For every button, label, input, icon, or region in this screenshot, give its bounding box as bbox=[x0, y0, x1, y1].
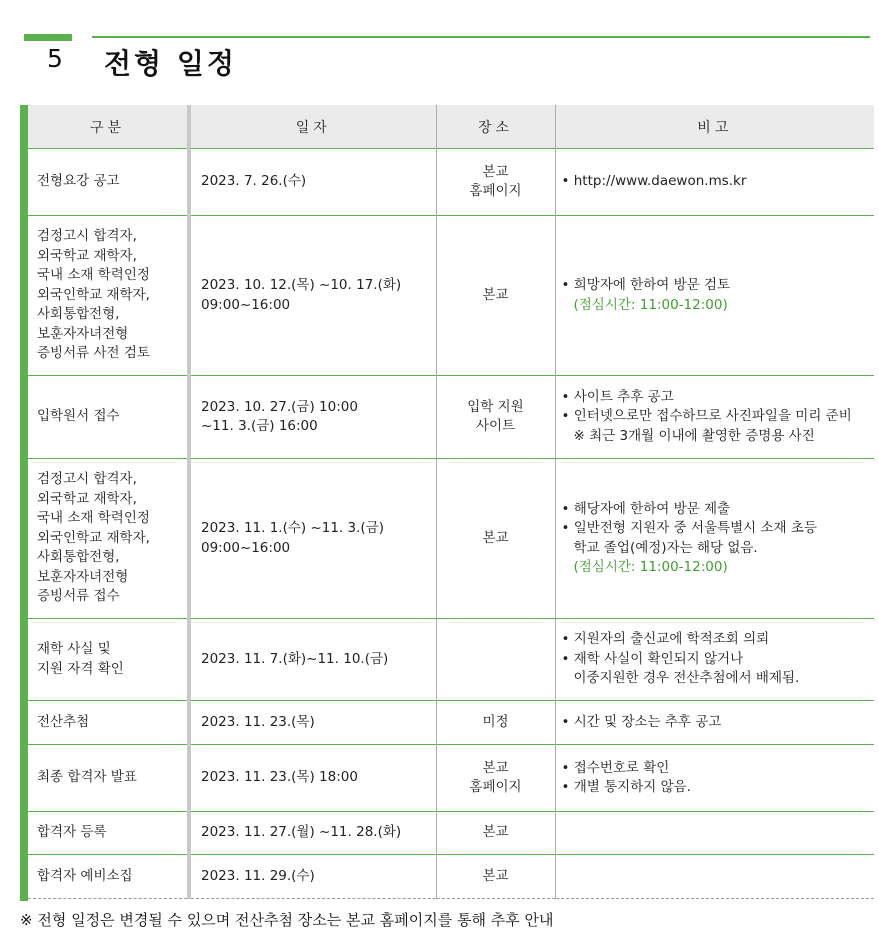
category-cell-line: 외국학교 재학자, bbox=[37, 247, 137, 264]
remark-line: (점심시간: 11:00-12:00) bbox=[573, 559, 728, 575]
category-cell bbox=[28, 701, 189, 745]
category-cell-line: 외국인학교 재학자, bbox=[37, 286, 150, 303]
remarks-cell bbox=[555, 701, 874, 745]
header-remarks: 비고 bbox=[555, 105, 874, 149]
remark-line: (점심시간: 11:00-12:00) bbox=[573, 296, 728, 313]
category-cell-line: 보훈자자녀전형 bbox=[37, 325, 129, 342]
category-cell bbox=[28, 855, 189, 899]
table-row bbox=[28, 855, 874, 899]
place-cell bbox=[436, 459, 555, 619]
place-cell bbox=[436, 216, 555, 376]
category-cell-line: 증빙서류 접수 bbox=[37, 588, 120, 605]
category-cell bbox=[28, 459, 189, 619]
date-cell-line: 2023. 10. 12.(목) ~10. 17.(화) bbox=[201, 277, 402, 293]
category-cell bbox=[28, 619, 189, 701]
table-row bbox=[28, 149, 874, 216]
remark-line: • 일반전형 지원자 중 서울특별시 소재 초등 bbox=[561, 520, 817, 536]
remark-line: • 인터넷으로만 접수하므로 사진파일을 미리 준비 bbox=[561, 408, 852, 425]
remark-line: • 해당자에 한하여 방문 제출 bbox=[561, 500, 731, 517]
category-cell-line: 합격자 등록 bbox=[37, 824, 107, 841]
place-cell bbox=[436, 855, 555, 899]
category-cell-line: 국내 소재 학력인정 bbox=[37, 267, 150, 284]
date-cell bbox=[189, 459, 436, 619]
date-cell bbox=[189, 701, 436, 745]
place-cell-line: 본교 bbox=[482, 759, 509, 776]
category-cell-line: 외국학교 재학자, bbox=[37, 490, 137, 507]
date-cell-line: 2023. 11. 23.(목) bbox=[201, 713, 315, 730]
place-cell-line: 본교 bbox=[482, 163, 509, 180]
category-cell-line: 검정고시 합격자, bbox=[37, 471, 137, 488]
date-cell-line: 09:00~16:00 bbox=[201, 296, 291, 313]
date-cell bbox=[189, 812, 436, 855]
date-cell-line: 2023. 11. 1.(수) ~11. 3.(금) bbox=[201, 520, 384, 536]
category-cell-line: 검정고시 합격자, bbox=[37, 228, 137, 245]
header-place: 장소 bbox=[436, 105, 555, 149]
category-cell bbox=[28, 216, 189, 376]
date-cell-line: 09:00~16:00 bbox=[201, 539, 291, 556]
place-cell-line: 본교 bbox=[482, 867, 509, 884]
date-cell bbox=[189, 745, 436, 812]
remark-line: 이중지원한 경우 전산추첨에서 배제됨. bbox=[573, 670, 800, 687]
remark-line: • 지원자의 출신교에 학적조회 의뢰 bbox=[561, 631, 770, 648]
table-row bbox=[28, 459, 874, 619]
schedule-table bbox=[28, 105, 874, 899]
place-cell bbox=[436, 376, 555, 459]
category-cell-line: 전형요강 공고 bbox=[37, 173, 120, 190]
remark-line: • 사이트 추후 공고 bbox=[561, 388, 674, 405]
place-cell-line: 미정 bbox=[482, 713, 509, 730]
category-cell-line: 보훈자자녀전형 bbox=[37, 568, 129, 585]
date-cell bbox=[189, 376, 436, 459]
category-cell-line: 사회통합전형, bbox=[37, 549, 120, 566]
remark-line: ※ 최근 3개월 이내에 촬영한 증명용 사진 bbox=[573, 427, 815, 444]
category-cell-line: 입학원서 접수 bbox=[37, 408, 120, 425]
remark-line: • 희망자에 한하여 방문 검토 bbox=[561, 277, 731, 293]
section-title: 전형 일정 bbox=[104, 47, 237, 80]
section-number: 5 bbox=[47, 44, 63, 73]
date-cell bbox=[189, 619, 436, 701]
category-cell bbox=[28, 376, 189, 459]
table-row bbox=[28, 812, 874, 855]
place-cell-line: 본교 bbox=[482, 286, 509, 303]
date-cell-line: 2023. 11. 7.(화)~11. 10.(금) bbox=[201, 650, 389, 667]
table-row bbox=[28, 745, 874, 812]
remark-line: • 접수번호로 확인 bbox=[561, 759, 670, 776]
remark-line: • 시간 및 장소는 추후 공고 bbox=[561, 713, 722, 730]
place-cell bbox=[436, 149, 555, 216]
remarks-cell bbox=[555, 216, 874, 376]
date-cell-line: 2023. 11. 27.(월) ~11. 28.(화) bbox=[201, 824, 402, 841]
category-cell-line: 외국인학교 재학자, bbox=[37, 529, 150, 546]
remarks-cell bbox=[555, 149, 874, 216]
section-marker bbox=[24, 34, 72, 41]
category-cell bbox=[28, 149, 189, 216]
category-cell-line: 재학 사실 및 bbox=[37, 641, 111, 657]
remarks-cell bbox=[555, 376, 874, 459]
remarks-cell bbox=[555, 619, 874, 701]
place-cell-line: 본교 bbox=[482, 529, 509, 546]
place-cell-line: 홈페이지 bbox=[469, 183, 522, 199]
header-date: 일자 bbox=[189, 105, 436, 149]
remark-line: • http://www.daewon.ms.kr bbox=[561, 173, 747, 190]
remarks-cell bbox=[555, 745, 874, 812]
place-cell-line: 홈페이지 bbox=[469, 779, 522, 795]
remark-line: 학교 졸업(예정)자는 해당 없음. bbox=[573, 539, 758, 556]
category-cell bbox=[28, 745, 189, 812]
date-cell-line: ~11. 3.(금) 16:00 bbox=[201, 418, 318, 434]
place-cell bbox=[436, 745, 555, 812]
remark-line: • 개별 통지하지 않음. bbox=[561, 779, 691, 795]
date-cell-line: 2023. 11. 23.(목) 18:00 bbox=[201, 769, 358, 786]
place-cell bbox=[436, 812, 555, 855]
category-cell-line: 전산추첨 bbox=[37, 713, 90, 730]
footnote: ※ 전형 일정은 변경될 수 있으며 전산추첨 장소는 본교 홈페이지를 통해 추후 안내 bbox=[20, 911, 554, 929]
category-cell-line: 최종 합격자 발표 bbox=[37, 769, 137, 786]
date-cell bbox=[189, 216, 436, 376]
category-cell-line: 사회통합전형, bbox=[37, 306, 120, 323]
header-category: 구분 bbox=[28, 105, 189, 149]
category-cell-line: 증빙서류 사전 검토 bbox=[37, 345, 150, 362]
table-row bbox=[28, 376, 874, 459]
table-accent-bar bbox=[20, 105, 28, 901]
remark-line: • 재학 사실이 확인되지 않거나 bbox=[561, 650, 744, 667]
table-row bbox=[28, 701, 874, 745]
date-cell bbox=[189, 149, 436, 216]
place-cell-line: 사이트 bbox=[475, 418, 516, 434]
place-cell-line: 본교 bbox=[482, 824, 509, 841]
remarks-cell bbox=[555, 855, 874, 899]
category-cell-line: 국내 소재 학력인정 bbox=[37, 510, 150, 527]
date-cell-line: 2023. 7. 26.(수) bbox=[201, 173, 307, 190]
place-cell bbox=[436, 701, 555, 745]
section-rule bbox=[92, 36, 870, 38]
category-cell-line: 지원 자격 확인 bbox=[37, 660, 124, 677]
remarks-cell bbox=[555, 812, 874, 855]
remarks-cell bbox=[555, 459, 874, 619]
table-row bbox=[28, 619, 874, 701]
category-cell bbox=[28, 812, 189, 855]
table-header-row bbox=[28, 105, 874, 149]
date-cell bbox=[189, 855, 436, 899]
table-row bbox=[28, 216, 874, 376]
date-cell-line: 2023. 10. 27.(금) 10:00 bbox=[201, 398, 358, 415]
date-cell-line: 2023. 11. 29.(수) bbox=[201, 867, 315, 884]
place-cell-line: 입학 지원 bbox=[467, 398, 524, 415]
category-cell-line: 합격자 예비소집 bbox=[37, 867, 133, 884]
place-cell bbox=[436, 619, 555, 701]
